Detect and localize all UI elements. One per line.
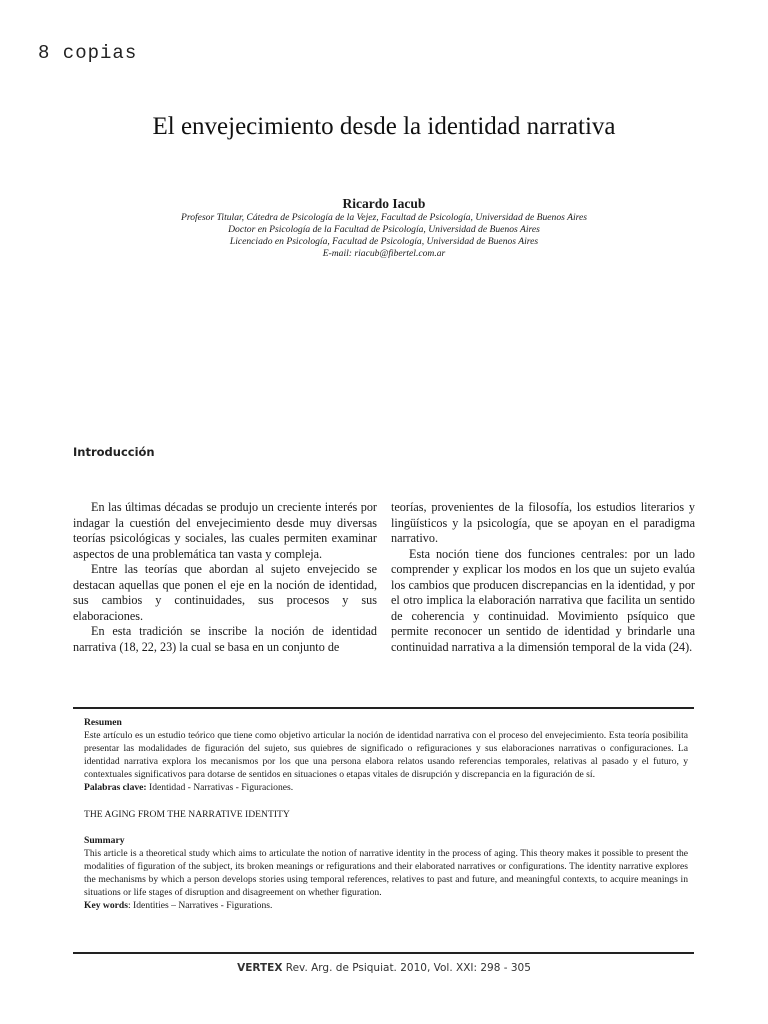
abstract-top-rule — [73, 707, 694, 709]
journal-footer — [0, 962, 768, 974]
key-words — [84, 899, 688, 912]
article-title: El envejecimiento desde la identidad narrativa — [152, 113, 616, 140]
keywords — [84, 781, 688, 794]
abstract-box — [84, 716, 688, 912]
paragraph: En las últimas décadas se produjo un creciente interés por indagar la cuestión del envejecimiento desde muy diversas teorías psicológicas y sociales, las cuales permiten examinar aspectos de una problemática tan vasta y compleja. — [73, 500, 377, 561]
key-words-label: Key words — [84, 900, 128, 912]
paragraph: Entre las teorías que abordan al sujeto envejecido se destacan aquellas que ponen el eje en la noción de identidad, sus cambios y continuidades, sus procesos y sus elaboraciones. — [73, 562, 377, 623]
key-words-values: : Identities – Narratives - Figurations. — [127, 900, 273, 912]
affiliation-line: Profesor Titular, Cátedra de Psicología de la Vejez, Facultad de Psicología, Universidad de Buenos Aires — [180, 212, 587, 223]
paragraph: Esta noción tiene dos funciones centrales: por un lado comprender y explicar los modos en los que un sujeto evalúa los cambios que producen discrepancias en la identidad, y por el otro implica la elaboración narrativa que facilita un sentido de coherencia y continuidad. Movimiento psíquico que permite reconocer un sentido de identidad y brindarle una continuidad narrativa a la dimensión temporal de la vida (24). — [391, 546, 695, 654]
summary-heading: Summary — [84, 834, 125, 846]
paragraph: teorías, provenientes de la filosofía, los estudios literarios y lingüísticos y la psicología, que se apoyan en el paradigma narrativo. — [391, 500, 695, 545]
keywords-label: Palabras clave: — [84, 782, 147, 794]
english-title: THE AGING FROM THE NARRATIVE IDENTITY — [84, 808, 290, 820]
paragraph: En esta tradición se inscribe la noción de identidad narrativa (18, 22, 23) la cual se basa en un conjunto de — [73, 624, 377, 654]
body-column-right — [391, 500, 695, 655]
journal-citation: Rev. Arg. de Psiquiat. 2010, Vol. XXI: 298 - 305 — [282, 962, 531, 974]
abstract-text: Este artículo es un estudio teórico que tiene como objetivo articular la noción de identidad narrativa con el proceso del envejecimiento. Esta teoría posibilita presentar las modalidades de figuración del sujeto, sus quiebres de significado o refiguraciones y sus elaboraciones narrativas o configuraciones. La identidad narrativa explora los mecanismos por los que una persona elabora relatos usando referencias temporales, relativas al pasado y el futuro, y contextuales significativos para dotarse de sentidos en situaciones o etapas vitales de disrupción y discrepancia en la figuración de sí. — [84, 730, 688, 781]
body-column-left — [73, 500, 377, 655]
summary-text: This article is a theoretical study which aims to articulate the notion of narrative identity in the process of aging. This theory makes it possible to present the modalities of figuration of the subject, its broken meanings or refigurations and their elaborated narratives or configurations. The identity narrative explores the mechanisms by which a person develops stories using temporal references, relatives to past and future, and meaningful contexts, to acquire meanings in situations or life stages of disruption and disagreement on whether figuration. — [84, 847, 688, 899]
keywords-values: Identidad - Narrativas - Figuraciones. — [146, 782, 294, 794]
author-affiliations — [0, 212, 768, 260]
journal-brand: VERTEX — [237, 962, 283, 974]
abstract-bottom-rule — [73, 952, 694, 954]
handwritten-note: 8 copias — [38, 42, 138, 64]
author-name: Ricardo Iacub — [342, 196, 426, 211]
affiliation-line: Licenciado en Psicología, Facultad de Psicología, Universidad de Buenos Aires — [229, 236, 539, 247]
author-email: E-mail: riacub@fibertel.com.ar — [322, 248, 446, 259]
abstract-heading: Resumen — [84, 717, 122, 728]
section-heading: Introducción — [73, 445, 155, 459]
affiliation-line: Doctor en Psicología de la Facultad de Psicología, Universidad de Buenos Aires — [228, 224, 540, 235]
